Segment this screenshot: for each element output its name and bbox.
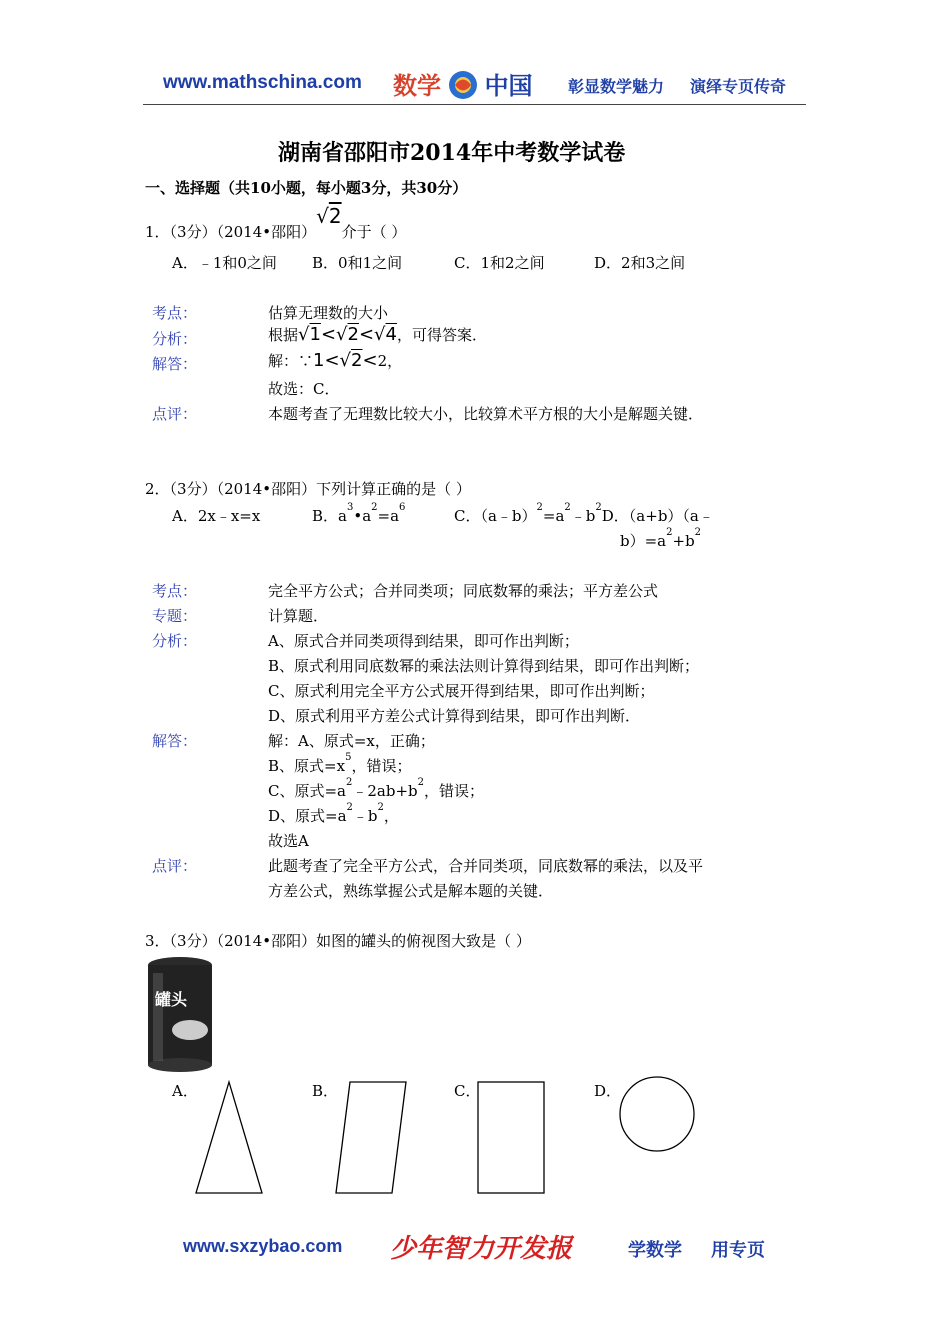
- q1-kaodian: 估算无理数的大小: [268, 304, 389, 322]
- circle-figure: [614, 1072, 700, 1158]
- q2-fenxi-line: B、原式利用同底数幂的乘法法则计算得到结果，即可作出判断；: [268, 657, 700, 675]
- question-3-stem: 3．（3分）（2014•邵阳）如图的罐头的俯视图大致是（ ）: [145, 932, 531, 950]
- logo-text-left: 数学: [393, 72, 441, 100]
- q2-dianping-2: 方差公式，熟练掌握公式是解本题的关键．: [268, 882, 554, 900]
- q3-option-d[interactable]: D．: [594, 1082, 622, 1100]
- q1-jieda-label: 解答：: [152, 355, 198, 373]
- q2-dianping-1: 此题考查了完全平方公式，合并同类项，同底数幂的乘法，以及平: [268, 857, 704, 875]
- q2-kaodian-label: 考点：: [152, 582, 198, 600]
- q2-kaodian: 完全平方公式；合并同类项；同底数幂的乘法；平方差公式: [268, 582, 659, 600]
- question-2-stem: 2．（3分）（2014•邵阳）下列计算正确的是（ ）: [145, 480, 471, 498]
- q2-fenxi-line: A、原式合并同类项得到结果，即可作出判断；: [268, 632, 579, 650]
- page-title: 湖南省邵阳市2014年中考数学试卷: [278, 140, 626, 166]
- header-url[interactable]: www.mathschina.com: [163, 72, 362, 93]
- rectangle-figure: [474, 1078, 550, 1198]
- q1-option-b[interactable]: B．0和1之间: [312, 254, 403, 272]
- q2-jieda-a: 解：A、原式=x，正确；: [268, 732, 435, 750]
- footer-logo: 少年智力开发报: [390, 1234, 573, 1264]
- question-1-stem: 1．（3分）（2014•邵阳）√2介于（ ）: [145, 204, 407, 241]
- q1-option-d[interactable]: D．2和3之间: [594, 254, 686, 272]
- header-rule: [143, 104, 806, 105]
- site-logo: [393, 66, 533, 100]
- q3-option-c[interactable]: C．: [454, 1082, 481, 1100]
- q1-dianping-label: 点评：: [152, 405, 198, 423]
- can-label: 罐头: [155, 990, 188, 1009]
- q2-option-d[interactable]: D．（a+b）（a﹣: [601, 507, 714, 525]
- q2-option-d-line2: $b)=a^2+b^2$: [620, 527, 702, 550]
- q2-jieda-d: D、原式$=a^2﹣b^2$，: [268, 802, 399, 825]
- header-slogan-2: 演绎专页传奇: [690, 77, 787, 96]
- q2-fenxi-label: 分析：: [152, 632, 198, 650]
- header-slogan-1: 彰显数学魅力: [568, 77, 665, 96]
- footer-slogan-1: 学数学: [628, 1240, 682, 1261]
- q1-option-c[interactable]: C．1和2之间: [454, 254, 545, 272]
- q1-jieda: 解：∵1<√2<2，: [268, 350, 403, 371]
- can-image: [145, 955, 215, 1072]
- footer-slogan-2: 用专页: [711, 1240, 765, 1261]
- q1-fenxi-label: 分析：: [152, 330, 198, 348]
- q3-option-b[interactable]: B．: [312, 1082, 339, 1100]
- logo-text-right: 中国: [484, 72, 533, 100]
- q2-zhuanti: 计算题．: [268, 607, 329, 625]
- q2-jieda-b: B、原式$=x^5$，错误；: [268, 752, 412, 775]
- q1-kaodian-label: 考点：: [152, 304, 198, 322]
- sqrt-symbol: √2: [316, 204, 342, 228]
- q2-option-c[interactable]: C．$(a﹣b)^2=a^2﹣b^2D$．（a+b）（a﹣: [454, 502, 714, 525]
- q2-jieda-label: 解答：: [152, 732, 198, 750]
- q2-option-b[interactable]: B．$a^3•a^2=a^6$: [312, 502, 406, 525]
- footer-url[interactable]: www.sxzybao.com: [183, 1236, 343, 1256]
- q1-dianping: 本题考查了无理数比较大小，比较算术平方根的大小是解题关键．: [268, 405, 704, 423]
- globe-icon: [446, 70, 480, 100]
- q3-option-a[interactable]: A．: [172, 1082, 198, 1100]
- triangle-figure: [190, 1078, 270, 1198]
- q2-jieda-c: C、原式$=a^2﹣2ab+b^2$，错误；: [268, 777, 485, 800]
- parallelogram-figure: [332, 1078, 412, 1198]
- q2-xuan: 故选A: [268, 832, 309, 850]
- q2-fenxi-line: D、原式利用平方差公式计算得到结果，即可作出判断．: [268, 707, 641, 725]
- q2-dianping-label: 点评：: [152, 857, 198, 875]
- q2-fenxi-line: C、原式利用完全平方公式展开得到结果，即可作出判断；: [268, 682, 655, 700]
- q1-xuan: 故选：C．: [268, 380, 340, 398]
- section-heading: 一、选择题（共10小题，每小题3分，共30分）: [145, 179, 468, 197]
- q2-zhuanti-label: 专题：: [152, 607, 198, 625]
- q2-option-a[interactable]: A．2x﹣x=x: [172, 507, 261, 525]
- q1-fenxi: 根据√1<√2<√4，可得答案．: [268, 324, 487, 345]
- q1-option-a[interactable]: A．﹣1和0之间: [172, 254, 277, 272]
